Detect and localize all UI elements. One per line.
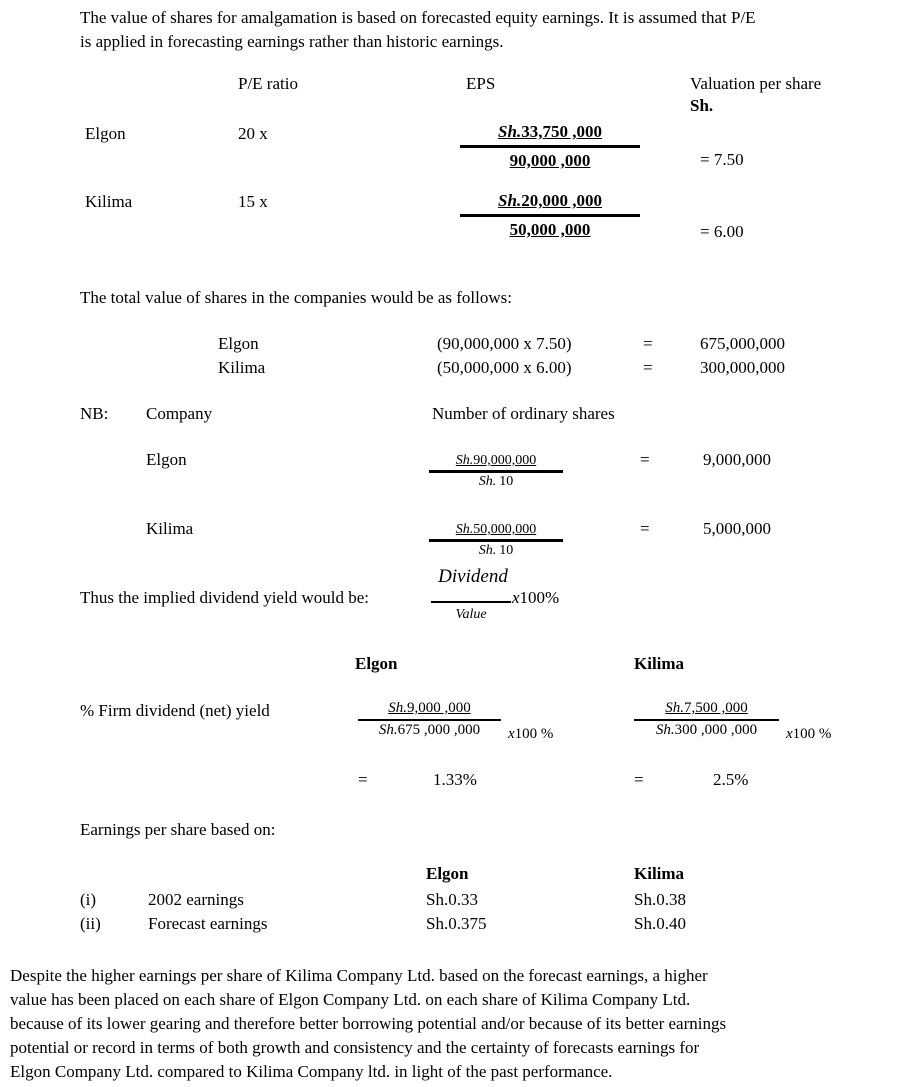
- denominator-value: 50,000 ,000: [509, 220, 591, 239]
- fraction-denominator: [460, 148, 640, 173]
- numerator-value: 20,000 ,000: [521, 191, 602, 210]
- company-label: Elgon: [85, 124, 126, 143]
- equals-sign: =: [643, 358, 653, 377]
- pe-ratio-value: 15 x: [238, 192, 268, 211]
- currency-prefix: Sh.: [478, 474, 497, 489]
- conclusion-line: value has been placed on each share of Elgon Company Ltd. on each share of Kilima Company Ltd.: [10, 990, 691, 1009]
- company-label: Kilima: [146, 519, 194, 538]
- currency-prefix: Sh.: [498, 122, 522, 141]
- yield-result: 1.33%: [433, 770, 477, 789]
- yield-fraction: [358, 699, 501, 740]
- eps-header-elgon: Elgon: [426, 864, 469, 883]
- pe-ratio-header: P/E ratio: [238, 74, 298, 93]
- total-row-value: 675,000,000: [700, 334, 785, 353]
- eps-value-elgon: Sh.0.33: [426, 890, 478, 909]
- formula-denominator: Value: [455, 607, 487, 622]
- conclusion-line: because of its lower gearing and therefore better borrowing potential and/or because of its better earnings: [10, 1014, 727, 1033]
- eps-header-kilima: Kilima: [634, 864, 685, 883]
- multiplier-x: x: [786, 726, 793, 742]
- denominator-value: 675 ,000 ,000: [397, 722, 481, 738]
- valuation-result: = 6.00: [700, 222, 744, 241]
- fraction-numerator: [460, 119, 640, 144]
- company-label: Elgon: [146, 450, 187, 469]
- conclusion-line: Elgon Company Ltd. compared to Kilima Company ltd. in light of the past performance.: [10, 1062, 613, 1081]
- fraction-denominator: [358, 721, 501, 740]
- total-row-value: 300,000,000: [700, 358, 785, 377]
- yield-row-label: % Firm dividend (net) yield: [80, 701, 270, 720]
- eps-row-index: (ii): [80, 914, 101, 933]
- currency-prefix: Sh.: [455, 453, 474, 468]
- multiplier-x: x: [508, 726, 515, 742]
- denominator-value: 90,000 ,000: [509, 151, 591, 170]
- equals-sign: =: [640, 519, 650, 538]
- currency-prefix: Sh.: [665, 700, 684, 716]
- currency-prefix: Sh.: [388, 700, 407, 716]
- nb-company-header: Company: [146, 404, 213, 423]
- eps-row-index: (i): [80, 890, 97, 909]
- eps-fraction: [460, 188, 640, 242]
- column-header-kilima: Kilima: [634, 654, 685, 673]
- currency-prefix: Sh.: [455, 522, 474, 537]
- intro-line: The value of shares for amalgamation is based on forecasted equity earnings. It is assumed that P/E: [80, 8, 756, 27]
- currency-prefix: Sh.: [478, 543, 497, 558]
- eps-header: EPS: [466, 74, 496, 93]
- shares-fraction: [429, 452, 563, 490]
- fraction-denominator: [460, 217, 640, 242]
- total-row-company: Kilima: [218, 358, 266, 377]
- multiplier-value: 100%: [519, 588, 560, 607]
- shares-fraction: [429, 521, 563, 559]
- yield-fraction: [634, 699, 779, 740]
- yield-intro: Thus the implied dividend yield would be:: [80, 588, 369, 607]
- share-count-value: 9,000,000: [703, 450, 771, 469]
- total-row-company: Elgon: [218, 334, 259, 353]
- eps-fraction: [460, 119, 640, 173]
- eps-row-label: Forecast earnings: [148, 914, 268, 933]
- multiplier-value: 100 %: [514, 726, 554, 742]
- fraction-numerator: [358, 699, 501, 718]
- yield-equals: =: [358, 770, 368, 789]
- numerator-value: 33,750 ,000: [521, 122, 602, 141]
- equals-sign: =: [640, 450, 650, 469]
- company-label: Kilima: [85, 192, 133, 211]
- fraction-denominator: [429, 542, 563, 559]
- fraction-denominator: [429, 473, 563, 490]
- conclusion-paragraph: [10, 964, 726, 1084]
- eps-intro: Earnings per share based on:: [80, 820, 276, 839]
- yield-equals: =: [634, 770, 644, 789]
- nb-label: NB:: [80, 404, 109, 423]
- conclusion-line: Despite the higher earnings per share of Kilima Company Ltd. based on the forecast earnings, a higher: [10, 966, 708, 985]
- formula-bar: [431, 601, 511, 603]
- numerator-value: 90,000,000: [473, 453, 537, 468]
- multiplier-x: x: [512, 588, 520, 607]
- valuation-result: = 7.50: [700, 150, 744, 169]
- fraction-numerator: [429, 452, 563, 469]
- eps-value-elgon: Sh.0.375: [426, 914, 487, 933]
- nb-shares-header: Number of ordinary shares: [432, 404, 615, 423]
- yield-multiplier: [786, 726, 831, 743]
- eps-row-label: 2002 earnings: [148, 890, 244, 909]
- intro-line: is applied in forecasting earnings rather than historic earnings.: [80, 32, 504, 51]
- valuation-header: Valuation per share: [690, 74, 822, 93]
- yield-result: 2.5%: [713, 770, 749, 789]
- fraction-numerator: [634, 699, 779, 718]
- fraction-denominator: [634, 721, 779, 740]
- fraction-numerator: [460, 188, 640, 213]
- totals-intro: The total value of shares in the companies would be as follows:: [80, 288, 512, 307]
- formula-numerator: Dividend: [438, 566, 508, 587]
- currency-prefix: Sh.: [378, 722, 398, 738]
- intro-paragraph: [80, 6, 756, 54]
- eps-value-kilima: Sh.0.38: [634, 890, 686, 909]
- currency-prefix: Sh.: [498, 191, 522, 210]
- column-header-elgon: Elgon: [355, 654, 398, 673]
- numerator-value: 50,000,000: [473, 522, 537, 537]
- yield-multiplier: [508, 726, 553, 743]
- equals-sign: =: [643, 334, 653, 353]
- numerator-value: 9,000 ,000: [407, 700, 471, 716]
- share-count-value: 5,000,000: [703, 519, 771, 538]
- conclusion-line: potential or record in terms of both growth and consistency and the certainty of forecasts earnings for: [10, 1038, 700, 1057]
- numerator-value: 7,500 ,000: [684, 700, 748, 716]
- total-row-calc: (90,000,000 x 7.50): [437, 334, 572, 353]
- pe-ratio-value: 20 x: [238, 124, 268, 143]
- fraction-numerator: [429, 521, 563, 538]
- denominator-value: 10: [499, 474, 514, 489]
- denominator-value: 10: [499, 543, 514, 558]
- currency-prefix: Sh.: [655, 722, 675, 738]
- denominator-value: 300 ,000 ,000: [674, 722, 758, 738]
- currency-header: Sh.: [690, 96, 714, 115]
- formula-multiplier: [512, 588, 559, 608]
- total-row-calc: (50,000,000 x 6.00): [437, 358, 572, 377]
- multiplier-value: 100 %: [792, 726, 832, 742]
- eps-value-kilima: Sh.0.40: [634, 914, 686, 933]
